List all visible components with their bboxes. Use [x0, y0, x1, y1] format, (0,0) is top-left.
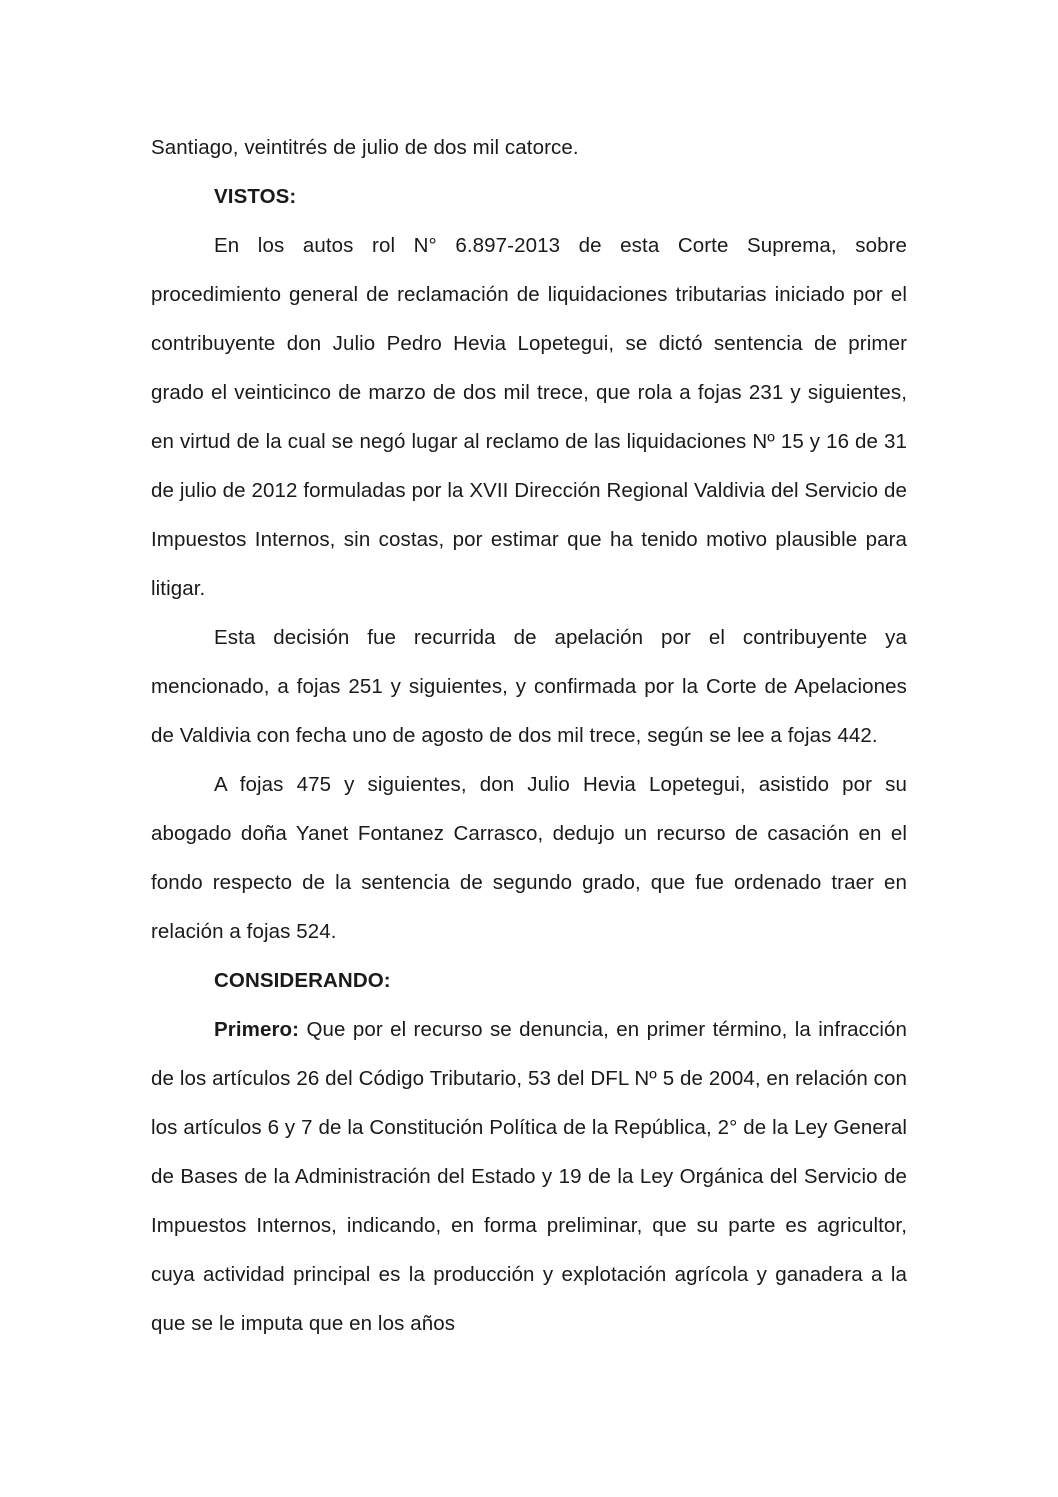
- paragraph-primero: [151, 1005, 907, 1348]
- primero-label: Primero:: [214, 1018, 300, 1041]
- document-body: [151, 123, 907, 1348]
- vistos-heading: VISTOS:: [214, 185, 297, 208]
- paragraph-1: En los autos rol N° 6.897-2013 de esta Corte Suprema, sobre procedimiento general de reclamación de liquidaciones tributarias iniciado por el contribuyente don Julio Pedro Hevia Lopetegui, se dictó sentencia de primer grado el veinticinco de marzo de dos mil trece, que rola a fojas 231 y siguientes, en virtud de la cual se negó lugar al reclamo de las liquidaciones Nº 15 y 16 de 31 de julio de 2012 formuladas por la XVII Dirección Regional Valdivia del Servicio de Impuestos Internos, sin costas, por estimar que ha tenido motivo plausible para litigar.: [151, 234, 907, 600]
- primero-text: Que por el recurso se denuncia, en primer término, la infracción de los artículos 26 del Código Tributario, 53 del DFL Nº 5 de 2004, en relación con los artículos 6 y 7 de la Constitución Política de la República, 2° de la Ley General de Bases de la Administración del Estado y 19 de la Ley Orgánica del Servicio de Impuestos Internos, indicando, en forma preliminar, que su parte es agricultor, cuya actividad principal es la producción y explotación agrícola y ganadera a la que se le imputa que en los años: [151, 1018, 907, 1335]
- paragraph-2: Esta decisión fue recurrida de apelación por el contribuyente ya mencionado, a fojas 251 y siguientes, y confirmada por la Corte de Apelaciones de Valdivia con fecha uno de agosto de dos mil trece, según se lee a fojas 442.: [151, 626, 907, 747]
- considerando-heading: CONSIDERANDO:: [214, 969, 391, 992]
- date-line: Santiago, veintitrés de julio de dos mil catorce.: [151, 136, 579, 159]
- paragraph-3: A fojas 475 y siguientes, don Julio Hevia Lopetegui, asistido por su abogado doña Yanet Fontanez Carrasco, dedujo un recurso de casación en el fondo respecto de la sentencia de segundo grado, que fue ordenado traer en relación a fojas 524.: [151, 773, 907, 943]
